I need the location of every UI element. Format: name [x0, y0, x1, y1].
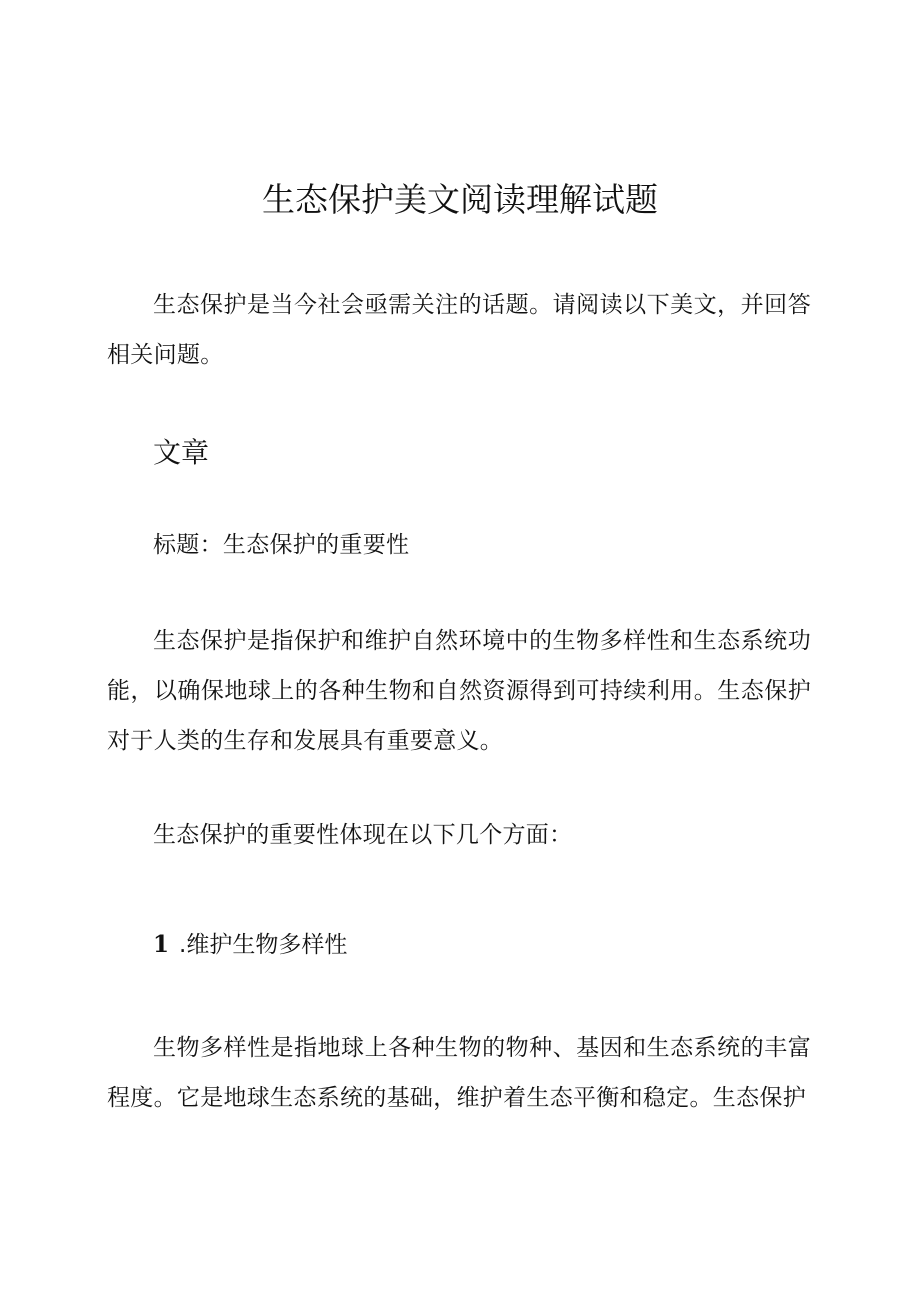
section-heading: 文章: [153, 436, 210, 469]
body-paragraph-2: 生态保护的重要性体现在以下几个方面：: [153, 822, 573, 848]
intro-paragraph: 生态保护是当今社会亟需关注的话题。请阅读以下美文，并回答相关问题。: [107, 292, 811, 368]
body-paragraph-1: 生态保护是指保护和维护自然环境中的生物多样性和生态系统功能，以确保地球上的各种生物和自然资源得到可持续利用。生态保护对于人类的生存和发展具有重要意义。: [107, 628, 811, 754]
point-heading-1: [153, 925, 347, 965]
document-title: 生态保护美文阅读理解试题: [262, 180, 658, 219]
point-number: 1: [153, 931, 170, 958]
point-label: .维护生物多样性: [179, 932, 348, 958]
article-title-line: 标题：生态保护的重要性: [153, 532, 410, 558]
body-paragraph-3: 生物多样性是指地球上各种生物的物种、基因和生态系统的丰富程度。它是地球生态系统的基础，维护着生态平衡和稳定。生态保护: [107, 1035, 811, 1111]
